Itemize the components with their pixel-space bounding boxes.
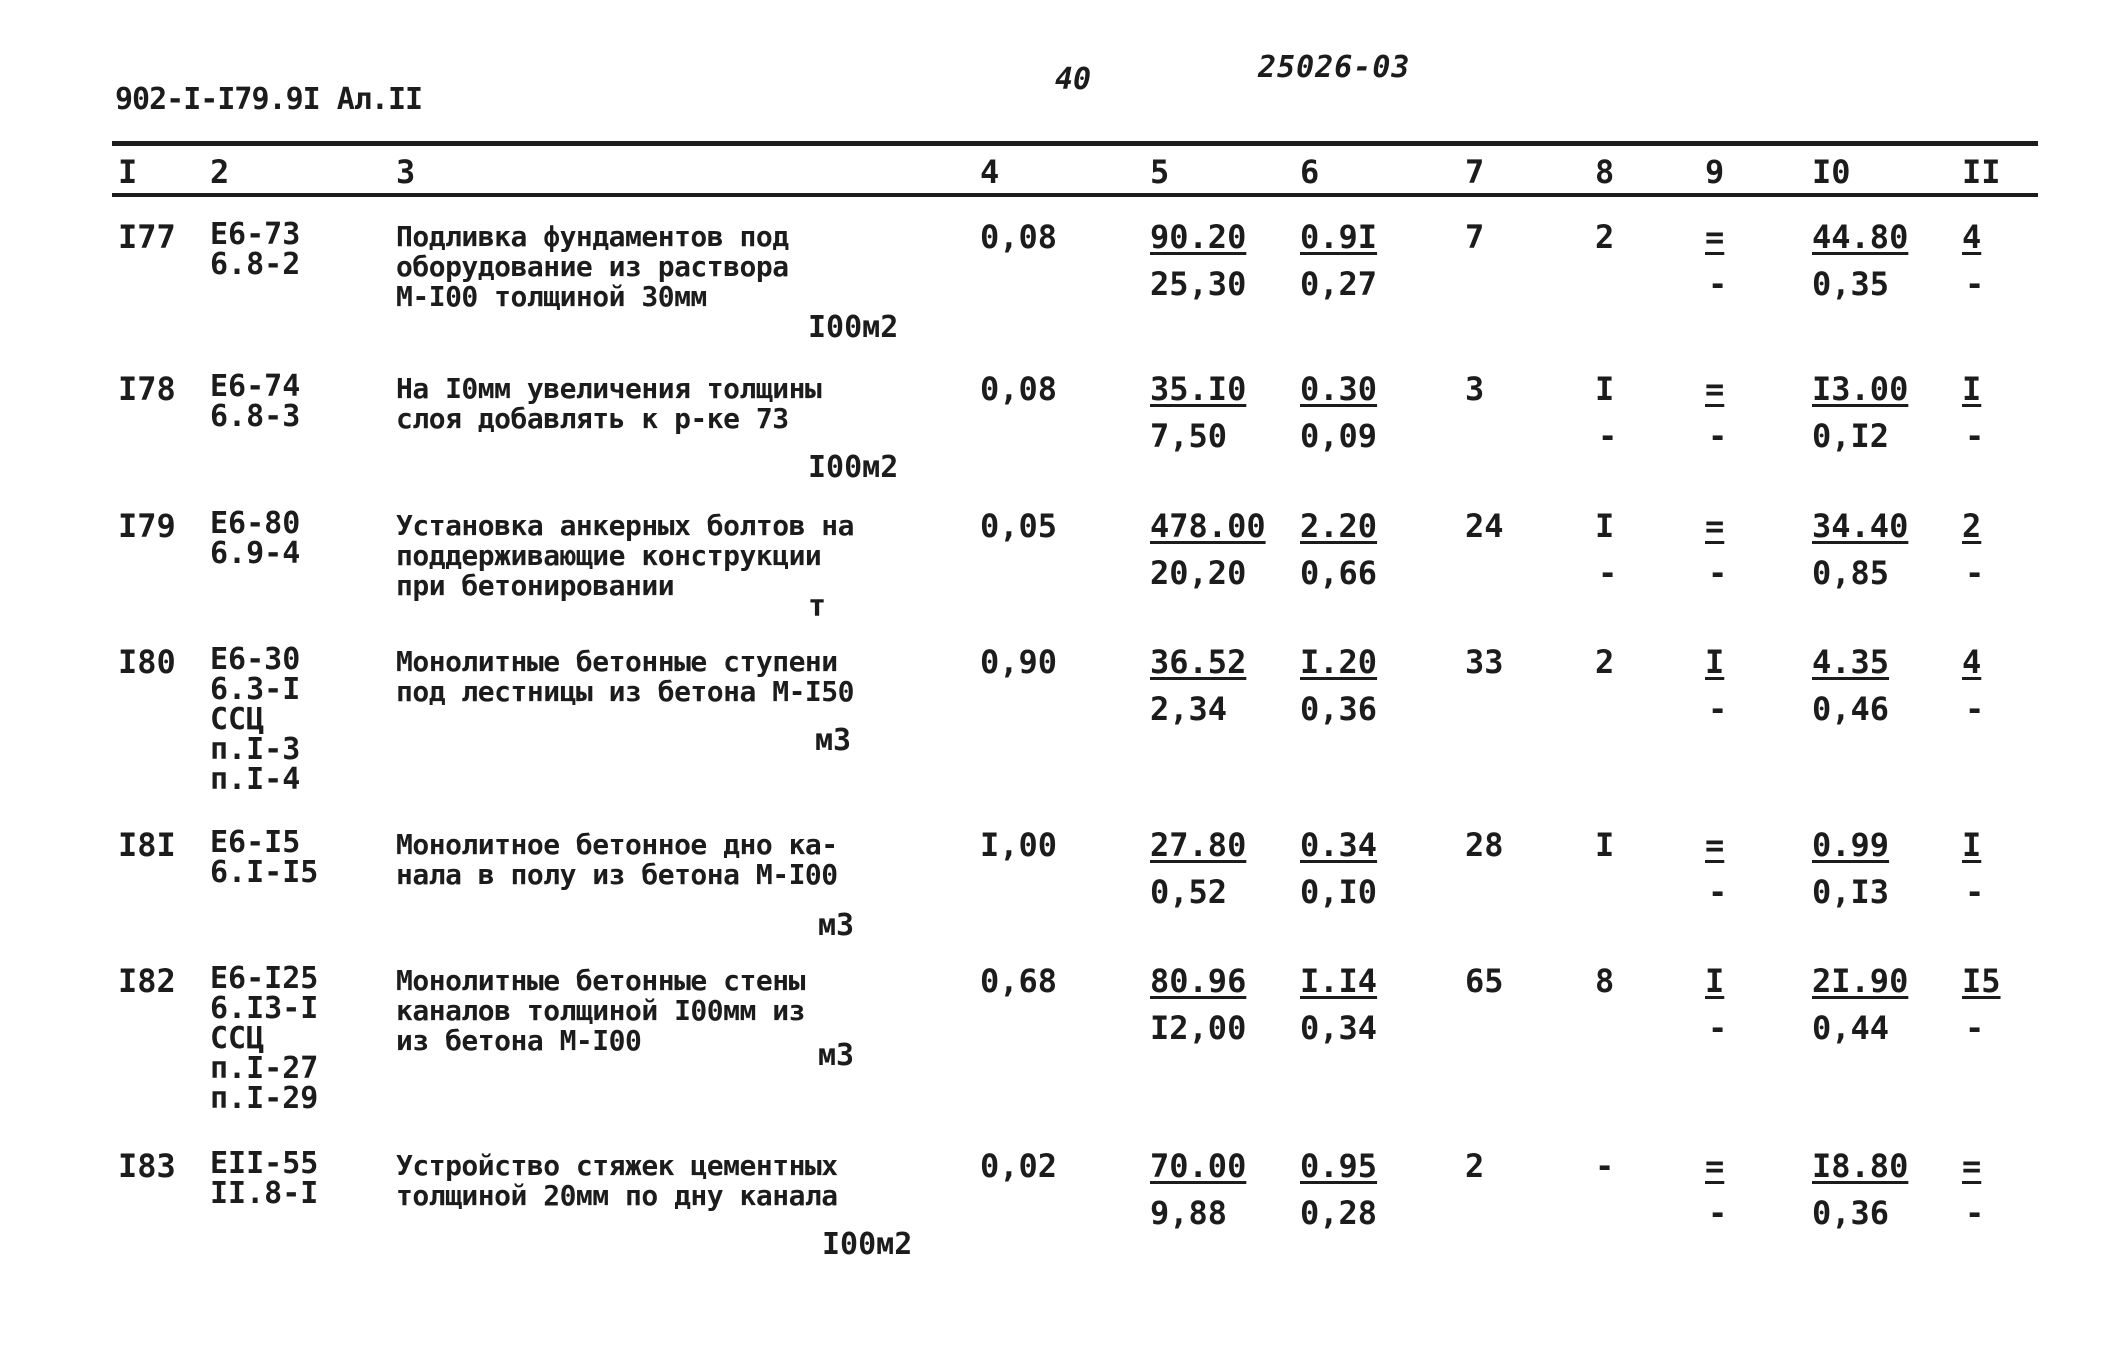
col10-top-value: I3.00 — [1812, 370, 1909, 408]
column-header-9: 9 — [1705, 153, 1725, 191]
col11-top-value: I — [1962, 826, 1982, 864]
col5-bottom-value: 7,50 — [1150, 417, 1228, 455]
col6-bottom-value: 0,34 — [1300, 1009, 1378, 1047]
col5-top-value: 27.80 — [1150, 826, 1247, 864]
col5-bottom-value: 0,52 — [1150, 873, 1228, 911]
measure-unit: м3 — [818, 1038, 855, 1073]
column-header-7: 7 — [1465, 153, 1485, 191]
column-header-11: II — [1962, 153, 2001, 191]
col10-bottom-value: 0,46 — [1812, 690, 1890, 728]
col9-top-value: = — [1705, 370, 1725, 408]
col11-bottom-value: - — [1965, 1009, 1985, 1047]
page-number: 40 — [1055, 62, 1092, 97]
document-code: 902-I-I79.9I Ал.II — [115, 82, 423, 117]
col6-top-value: 0.30 — [1300, 370, 1378, 408]
col6-bottom-value: 0,66 — [1300, 554, 1378, 592]
col7-value: 3 — [1465, 370, 1485, 408]
row-number: I77 — [118, 218, 176, 256]
col7-value: 33 — [1465, 643, 1504, 681]
work-description: Монолитные бетонные ступени под лестницы из бетона М-I50 — [396, 645, 855, 708]
col7-value: 2 — [1465, 1147, 1485, 1185]
column-header-5: 5 — [1150, 153, 1170, 191]
column-header-2: 2 — [210, 153, 230, 191]
norm-code: E6-I5 6.I-I5 — [210, 825, 319, 890]
col11-bottom-value: - — [1965, 265, 1985, 303]
work-description: Устройство стяжек цементных толщиной 20мм по дну канала — [396, 1149, 838, 1212]
col10-bottom-value: 0,85 — [1812, 554, 1890, 592]
col6-top-value: 2.20 — [1300, 507, 1378, 545]
col9-bottom-value: - — [1708, 1009, 1728, 1047]
row-number: I79 — [118, 507, 176, 545]
measure-unit: I00м2 — [808, 310, 899, 345]
table-header-rule — [112, 193, 2038, 197]
work-description: Установка анкерных болтов на поддерживающие конструкции при бетонировании — [396, 509, 855, 602]
col9-top-value: = — [1705, 1147, 1725, 1185]
work-description: Подливка фундаментов под оборудование из раствора М-I00 толщиной 30мм — [396, 220, 789, 313]
work-description: Монолитные бетонные стены каналов толщиной I00мм из из бетона М-I00 — [396, 964, 805, 1057]
col6-top-value: 0.9I — [1300, 218, 1378, 256]
column-header-8: 8 — [1595, 153, 1615, 191]
col10-top-value: 2I.90 — [1812, 962, 1909, 1000]
measure-unit: I00м2 — [822, 1227, 913, 1262]
column-header-10: I0 — [1812, 153, 1851, 191]
col10-bottom-value: 0,I3 — [1812, 873, 1890, 911]
col10-bottom-value: 0,44 — [1812, 1009, 1890, 1047]
col11-top-value: 4 — [1962, 218, 1982, 256]
col9-top-value: = — [1705, 507, 1725, 545]
row-number: I8I — [118, 826, 176, 864]
col9-bottom-value: - — [1708, 690, 1728, 728]
quantity: 0,68 — [980, 962, 1058, 1000]
col5-bottom-value: 20,20 — [1150, 554, 1247, 592]
col5-bottom-value: I2,00 — [1150, 1009, 1247, 1047]
table-top-rule — [112, 141, 2038, 146]
col8-bottom-value: - — [1598, 417, 1618, 455]
quantity: 0,02 — [980, 1147, 1058, 1185]
norm-code: EII-55 II.8-I — [210, 1146, 319, 1211]
col10-top-value: 0.99 — [1812, 826, 1890, 864]
col5-top-value: 70.00 — [1150, 1147, 1247, 1185]
row-number: I82 — [118, 962, 176, 1000]
col11-top-value: = — [1962, 1147, 1982, 1185]
col8-top-value: I — [1595, 370, 1615, 408]
col10-top-value: 34.40 — [1812, 507, 1909, 545]
col10-top-value: I8.80 — [1812, 1147, 1909, 1185]
col9-top-value: I — [1705, 643, 1725, 681]
col8-top-value: 2 — [1595, 218, 1615, 256]
col7-value: 7 — [1465, 218, 1485, 256]
col5-top-value: 35.I0 — [1150, 370, 1247, 408]
row-number: I80 — [118, 643, 176, 681]
col7-value: 65 — [1465, 962, 1504, 1000]
col9-bottom-value: - — [1708, 1194, 1728, 1232]
col5-top-value: 80.96 — [1150, 962, 1247, 1000]
column-header-4: 4 — [980, 153, 1000, 191]
col11-top-value: I — [1962, 370, 1982, 408]
sheet-code: 25026-03 — [1258, 50, 1411, 85]
col9-bottom-value: - — [1708, 554, 1728, 592]
norm-code: E6-73 6.8-2 — [210, 217, 301, 282]
col8-top-value: I — [1595, 826, 1615, 864]
quantity: 0,05 — [980, 507, 1058, 545]
col9-bottom-value: - — [1708, 265, 1728, 303]
quantity: 0,08 — [980, 370, 1058, 408]
measure-unit: т — [808, 589, 827, 624]
col6-bottom-value: 0,I0 — [1300, 873, 1378, 911]
col5-top-value: 90.20 — [1150, 218, 1247, 256]
col10-top-value: 44.80 — [1812, 218, 1909, 256]
quantity: I,00 — [980, 826, 1058, 864]
col10-top-value: 4.35 — [1812, 643, 1890, 681]
col11-bottom-value: - — [1965, 1194, 1985, 1232]
norm-code: E6-I25 6.I3-I ССЦ п.I-27 п.I-29 — [210, 961, 319, 1116]
col8-top-value: 2 — [1595, 643, 1615, 681]
col5-top-value: 36.52 — [1150, 643, 1247, 681]
col11-bottom-value: - — [1965, 873, 1985, 911]
quantity: 0,08 — [980, 218, 1058, 256]
col6-bottom-value: 0,28 — [1300, 1194, 1378, 1232]
measure-unit: м3 — [815, 723, 852, 758]
col9-top-value: = — [1705, 826, 1725, 864]
col10-bottom-value: 0,I2 — [1812, 417, 1890, 455]
col11-top-value: I5 — [1962, 962, 2001, 1000]
row-number: I83 — [118, 1147, 176, 1185]
col10-bottom-value: 0,36 — [1812, 1194, 1890, 1232]
col6-bottom-value: 0,36 — [1300, 690, 1378, 728]
col8-top-value: 8 — [1595, 962, 1615, 1000]
col11-top-value: 4 — [1962, 643, 1982, 681]
work-description: На I0мм увеличения толщины слоя добавлять к р-ке 73 — [396, 372, 822, 435]
col11-top-value: 2 — [1962, 507, 1982, 545]
norm-code: E6-74 6.8-3 — [210, 369, 301, 434]
col6-bottom-value: 0,09 — [1300, 417, 1378, 455]
col10-bottom-value: 0,35 — [1812, 265, 1890, 303]
col11-bottom-value: - — [1965, 554, 1985, 592]
col9-top-value: I — [1705, 962, 1725, 1000]
col5-bottom-value: 25,30 — [1150, 265, 1247, 303]
col7-value: 24 — [1465, 507, 1504, 545]
col5-bottom-value: 9,88 — [1150, 1194, 1228, 1232]
col9-top-value: = — [1705, 218, 1725, 256]
col9-bottom-value: - — [1708, 873, 1728, 911]
measure-unit: м3 — [818, 908, 855, 943]
col6-top-value: 0.95 — [1300, 1147, 1378, 1185]
col6-top-value: I.I4 — [1300, 962, 1378, 1000]
col8-top-value: - — [1595, 1147, 1615, 1185]
col5-top-value: 478.00 — [1150, 507, 1266, 545]
quantity: 0,90 — [980, 643, 1058, 681]
col6-top-value: 0.34 — [1300, 826, 1378, 864]
column-header-3: 3 — [396, 153, 416, 191]
col6-bottom-value: 0,27 — [1300, 265, 1378, 303]
col6-top-value: I.20 — [1300, 643, 1378, 681]
col11-bottom-value: - — [1965, 690, 1985, 728]
column-header-1: I — [118, 153, 138, 191]
norm-code: E6-30 6.3-I ССЦ п.I-3 п.I-4 — [210, 642, 301, 797]
work-description: Монолитное бетонное дно ка- нала в полу из бетона М-I00 — [396, 828, 838, 891]
col8-top-value: I — [1595, 507, 1615, 545]
row-number: I78 — [118, 370, 176, 408]
col7-value: 28 — [1465, 826, 1504, 864]
column-header-6: 6 — [1300, 153, 1320, 191]
col11-bottom-value: - — [1965, 417, 1985, 455]
col5-bottom-value: 2,34 — [1150, 690, 1228, 728]
col8-bottom-value: - — [1598, 554, 1618, 592]
norm-code: E6-80 6.9-4 — [210, 506, 301, 571]
col9-bottom-value: - — [1708, 417, 1728, 455]
measure-unit: I00м2 — [808, 450, 899, 485]
